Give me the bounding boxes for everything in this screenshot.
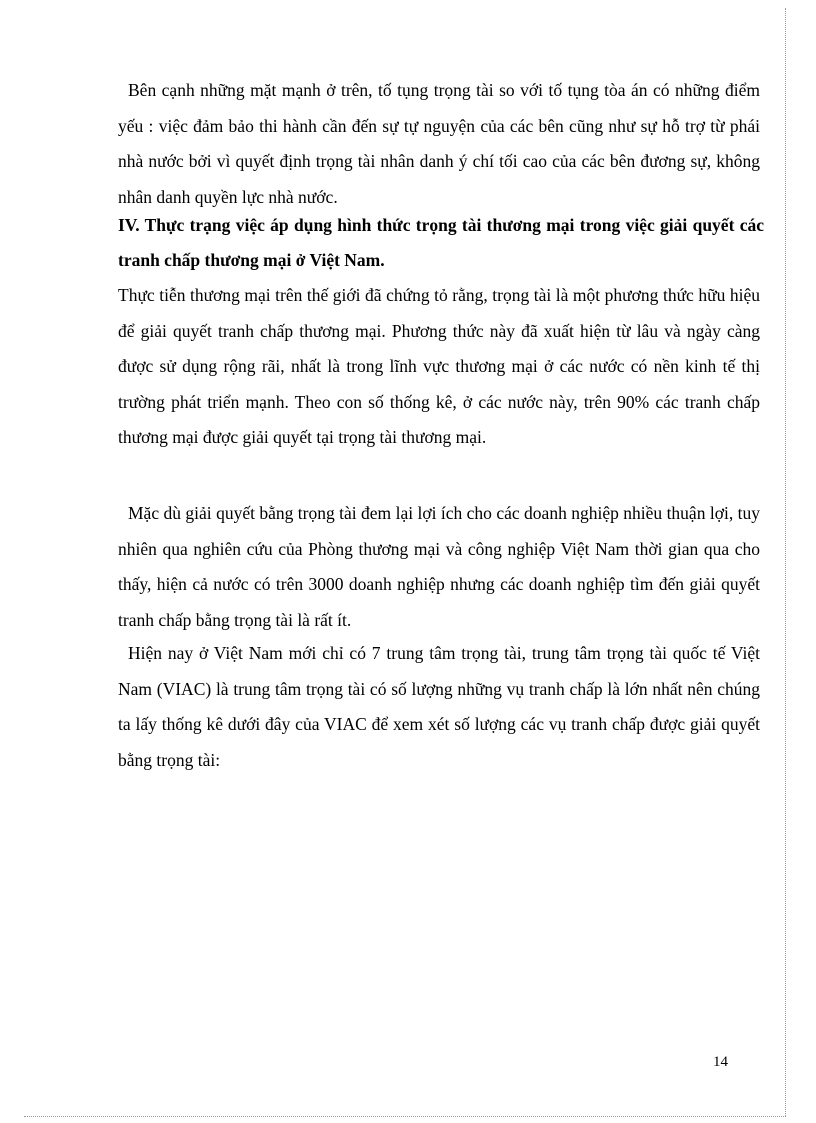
paragraph-viac-statistics: Hiện nay ở Việt Nam mới chỉ có 7 trung tâm trọng tài, trung tâm trọng tài quốc tế Việt Nam (VIAC) là trung tâm trọng tài có số lượng những vụ tranh chấp là lớn nhất nên chúng ta lấy thống kê dưới đây của VIAC để xem xét số lượng các vụ tranh chấp được giải quyết bằng trọng tài: — [118, 643, 760, 770]
page-bottom-border — [24, 1116, 786, 1117]
page-number: 14 — [713, 1054, 728, 1070]
paragraph-enterprise-usage: Mặc dù giải quyết bằng trọng tài đem lại lợi ích cho các doanh nghiệp nhiều thuận lợi, tuy nhiên qua nghiên cứu của Phòng thương mại và công nghiệp Việt Nam thời gian qua cho thấy, hiện cả nước có trên 3000 doanh nghiệp nhưng các doanh nghiệp tìm đến giải quyết tranh chấp bằng trọng tài là rất ít. — [118, 503, 760, 630]
page-right-border — [785, 8, 786, 1116]
paragraph-commercial-practice: Thực tiễn thương mại trên thế giới đã chứng tỏ rằng, trọng tài là một phương thức hữu hiệu để giải quyết tranh chấp thương mại. Phương thức này đã xuất hiện từ lâu và ngày càng được sử dụng rộng rãi, nhất là trong lĩnh vực thương mại ở các nước có nền kinh tế thị trường phát triển mạnh. Theo con số thống kê, ở các nước này, trên 90% các tranh chấp thương mại được giải quyết tại trọng tài thương mại. — [118, 285, 760, 447]
section-heading-iv: IV. Thực trạng việc áp dụng hình thức trọng tài thương mại trong việc giải quyết các tranh chấp thương mại ở Việt Nam. — [118, 215, 764, 270]
paragraph-arbitration-weaknesses: Bên cạnh những mặt mạnh ở trên, tố tụng trọng tài so với tố tụng tòa án có những điểm yếu : việc đảm bảo thi hành cần đến sự tự nguyện của các bên cũng như sự hỗ trợ từ phái nhà nước bởi vì quyết định trọng tài nhân danh ý chí tối cao của các bên đương sự, không nhân danh quyền lực nhà nước. — [118, 80, 760, 207]
